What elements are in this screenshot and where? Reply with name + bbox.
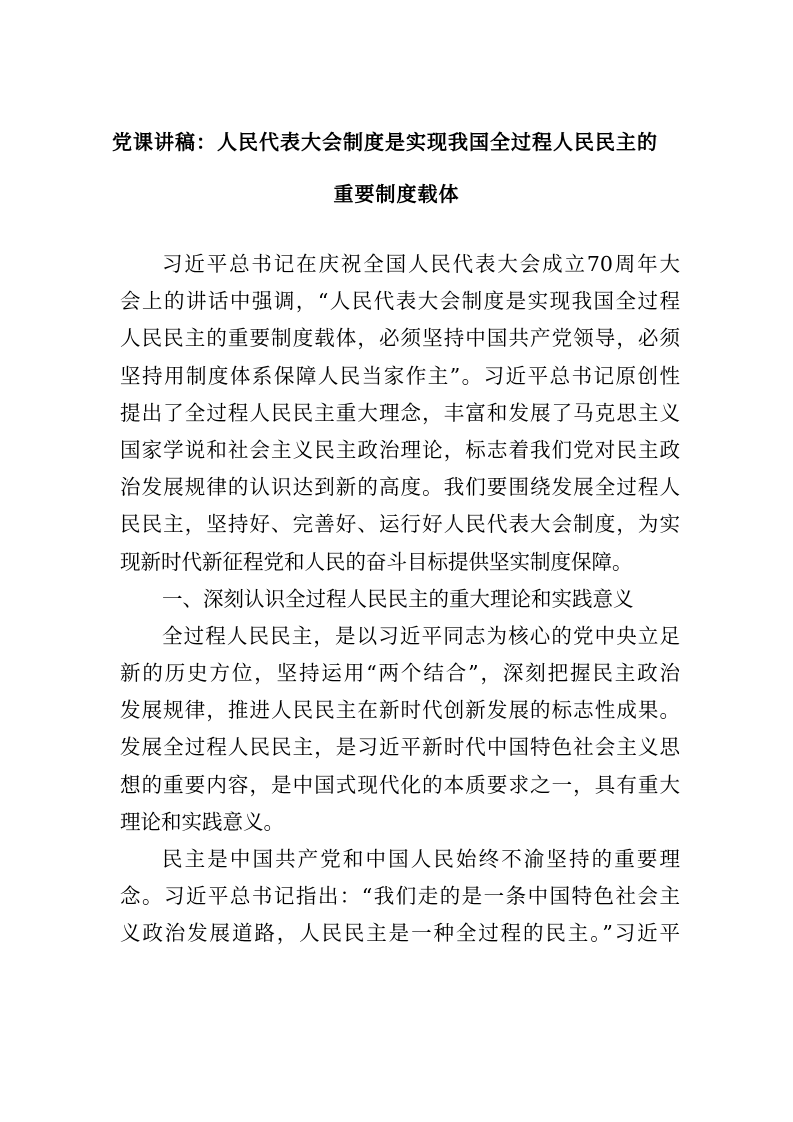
text-line: 念。习近平总书记指出：“我们走的是一条中国特色社会主 (120, 884, 680, 909)
section-heading-1 (120, 581, 680, 618)
text-line: 会上的讲话中强调，“人民代表大会制度是实现我国全过程 (120, 289, 680, 314)
text-line: 治发展规律的认识达到新的高度。我们要围绕发展全过程人 (120, 475, 680, 500)
document-title-line-2: 重要制度载体 (333, 182, 460, 206)
text-line: 发展规律，推进人民民主在新时代创新发展的标志性成果。 (120, 698, 680, 723)
text-line: 发展全过程人民民主，是习近平新时代中国特色社会主义思 (120, 735, 680, 760)
paragraph-2 (120, 618, 680, 841)
text-line: 人民民主的重要制度载体，必须坚持中国共产党领导，必须 (120, 326, 680, 351)
text-line: 全过程人民民主，是以习近平同志为核心的党中央立足 (162, 623, 680, 648)
section-heading-text: 一、深刻认识全过程人民民主的重大理论和实践意义 (162, 586, 634, 611)
paragraph-intro (120, 246, 680, 581)
paragraph-3 (120, 841, 680, 953)
text-line: 习近平总书记在庆祝全国人民代表大会成立70周年大 (162, 252, 680, 276)
text-line: 现新时代新征程党和人民的奋斗目标提供坚实制度保障。 (120, 549, 633, 574)
text-line: 国家学说和社会主义民主政治理论，标志着我们党对民主政 (120, 437, 680, 462)
text-line: 坚持用制度体系保障人民当家作主”。习近平总书记原创性 (120, 363, 680, 388)
text-line: 新的历史方位，坚持运用“两个结合”，深刻把握民主政治 (120, 661, 680, 686)
text-line: 民民主，坚持好、完善好、运行好人民代表大会制度，为实 (120, 512, 680, 537)
text-line: 想的重要内容，是中国式现代化的本质要求之一，具有重大 (120, 772, 680, 797)
text-line: 提出了全过程人民民主重大理念，丰富和发展了马克思主义 (120, 400, 680, 425)
text-line: 民主是中国共产党和中国人民始终不渝坚持的重要理 (162, 847, 680, 871)
document-body (120, 246, 680, 953)
document-title-line-1: 党课讲稿：人民代表大会制度是实现我国全过程人民民主的 (112, 130, 658, 154)
text-line: 义政治发展道路，人民民主是一种全过程的民主。”习近平 (120, 921, 680, 946)
text-line: 理论和实践意义。 (120, 809, 284, 834)
